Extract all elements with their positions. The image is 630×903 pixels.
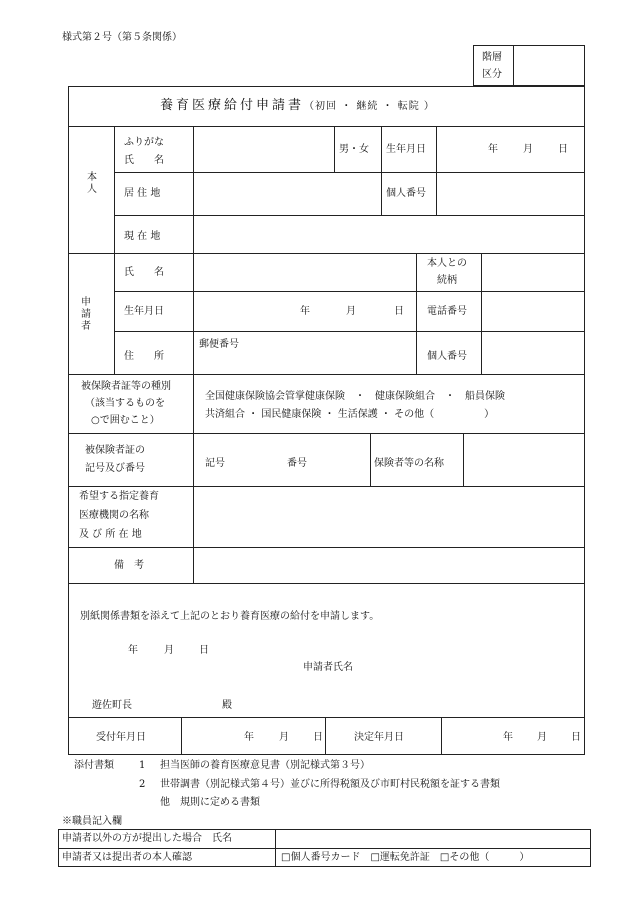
declaration-year: 年 xyxy=(128,645,138,656)
phone-field[interactable] xyxy=(483,293,583,329)
declaration-month: 月 xyxy=(164,645,174,656)
applicant-my-number-field[interactable] xyxy=(483,333,583,372)
staff-row-line xyxy=(58,848,591,849)
col-line xyxy=(370,433,371,486)
received-month: 月 xyxy=(279,732,289,743)
applicant-dob-year: 年 xyxy=(300,306,310,317)
col-line xyxy=(381,126,382,215)
relation-label-2: 続柄 xyxy=(437,275,457,286)
attachment-1-text: 担当医師の養育医療意見書（別記様式第３号） xyxy=(160,760,370,771)
person-dob-day: 日 xyxy=(558,144,568,155)
row-line xyxy=(114,331,585,332)
row-line xyxy=(68,583,585,584)
applicant-dob-month: 月 xyxy=(346,306,356,317)
col-line xyxy=(441,717,442,755)
applicant-name-field[interactable] xyxy=(195,255,414,289)
row-line xyxy=(68,486,585,487)
col-line xyxy=(325,717,326,755)
person-name-field[interactable] xyxy=(195,128,332,170)
declaration-text: 別紙関係書類を添えて上記のとおり養育医療の給付を申請します。 xyxy=(80,611,380,622)
staff-row-1-label: 申請者以外の方が提出した場合 氏名 xyxy=(62,833,232,844)
insurance-types-line-2[interactable]: 共済組合 ・ 国民健康保険 ・ 生活保護 ・ その他（ ） xyxy=(205,409,495,420)
insurer-field[interactable] xyxy=(465,435,583,484)
symbol-label: 記号 xyxy=(205,458,225,469)
attachment-2-no: 2 xyxy=(139,779,146,790)
row-line xyxy=(114,172,585,173)
col-line xyxy=(114,126,115,374)
declaration-day: 日 xyxy=(199,645,209,656)
person-my-number-field[interactable] xyxy=(438,174,583,213)
remarks-field[interactable] xyxy=(195,549,583,581)
current-address-label: 現 在 地 xyxy=(124,231,161,242)
institution-label-3: 及 び 所 在 地 xyxy=(79,529,142,540)
col-line xyxy=(193,126,194,583)
form-number: 様式第２号（第５条関係） xyxy=(62,32,182,43)
insurance-card-label-1: 被保険者証の xyxy=(85,445,145,456)
received-date-label: 受付年月日 xyxy=(96,732,146,743)
addressee: 遊佐町長 xyxy=(92,700,132,711)
insurance-type-label-1: 被保険者証等の種別 xyxy=(81,381,171,392)
col-line xyxy=(481,253,482,374)
row-line xyxy=(68,126,585,127)
col-line xyxy=(463,433,464,486)
furigana-label: ふりがな xyxy=(124,137,164,148)
row-line xyxy=(68,433,585,434)
symbol-field[interactable] xyxy=(228,450,284,478)
id-options[interactable]: □個人番号カード □運転免許証 □その他（ ） xyxy=(281,852,530,863)
phone-label: 電話番号 xyxy=(427,306,467,317)
insurance-types-line-1[interactable]: 全国健康保険協会管掌健康保険 ・ 健康保険組合 ・ 船員保険 xyxy=(205,391,505,402)
number-label: 番号 xyxy=(287,458,307,469)
staff-row-1-field[interactable] xyxy=(277,830,589,847)
col-line xyxy=(416,253,417,374)
honorific: 殿 xyxy=(222,700,232,711)
tier-label-2: 区分 xyxy=(482,69,502,80)
insurer-label: 保険者等の名称 xyxy=(374,458,444,469)
number-field[interactable] xyxy=(310,450,368,478)
applicant-dob-label: 生年月日 xyxy=(124,306,164,317)
decision-month: 月 xyxy=(537,732,547,743)
col-line xyxy=(334,126,335,172)
applicant-address-field[interactable] xyxy=(195,333,414,372)
applicant-name-label: 氏 名 xyxy=(124,267,164,278)
staff-label: ※職員記入欄 xyxy=(62,816,122,827)
staff-col-line xyxy=(275,829,276,867)
applicant-section-label: 申請者 xyxy=(81,297,91,332)
attachment-1-no: 1 xyxy=(139,760,146,771)
applicant-signature-label: 申請者氏名 xyxy=(303,662,353,673)
attachments-label: 添付書類 xyxy=(74,760,114,771)
form-title-main: 養育医療給付申請書 xyxy=(160,98,305,113)
staff-row-2-label: 申請者又は提出者の本人確認 xyxy=(62,852,192,863)
form-title xyxy=(160,97,435,116)
residence-label: 居 住 地 xyxy=(124,188,161,199)
received-year: 年 xyxy=(244,732,254,743)
current-address-field[interactable] xyxy=(195,217,583,251)
postal-label: 郵便番号 xyxy=(199,339,239,350)
row-line xyxy=(68,374,585,375)
attachment-3-text: 他 規則に定める書類 xyxy=(160,797,260,808)
row-line xyxy=(68,717,585,718)
institution-field[interactable] xyxy=(195,488,583,545)
col-line xyxy=(436,126,437,215)
row-line xyxy=(68,253,585,254)
decision-year: 年 xyxy=(503,732,513,743)
residence-field[interactable] xyxy=(195,174,379,213)
institution-label-2: 医療機関の名称 xyxy=(79,510,149,521)
tier-label-1: 階層 xyxy=(482,52,502,63)
sex-options[interactable]: 男・女 xyxy=(339,144,369,155)
person-name-label: 氏 名 xyxy=(124,155,164,166)
remarks-label: 備 考 xyxy=(114,560,144,571)
person-dob-label: 生年月日 xyxy=(386,144,426,155)
decision-date-label: 決定年月日 xyxy=(354,732,404,743)
relation-field[interactable] xyxy=(483,255,583,289)
insurance-type-label-2: （該当するものを xyxy=(85,398,165,409)
institution-label-1: 希望する指定養育 xyxy=(79,491,159,502)
applicant-dob-day: 日 xyxy=(394,306,404,317)
col-line xyxy=(181,717,182,755)
decision-day: 日 xyxy=(571,732,581,743)
insurance-type-label-3: ○で囲むこと） xyxy=(91,415,160,426)
applicant-signature-field[interactable] xyxy=(365,655,575,677)
applicant-address-label: 住 所 xyxy=(124,351,164,362)
row-line xyxy=(114,215,585,216)
relation-label-1: 本人との xyxy=(427,258,467,269)
form-title-sub: （初回 ・ 継続 ・ 転院 ） xyxy=(304,101,435,112)
tier-divider xyxy=(513,45,514,86)
person-dob-month: 月 xyxy=(523,144,533,155)
person-my-number-label: 個人番号 xyxy=(386,188,426,199)
row-line xyxy=(114,291,585,292)
tier-value-field[interactable] xyxy=(515,47,583,84)
row-line xyxy=(68,547,585,548)
applicant-my-number-label: 個人番号 xyxy=(427,351,467,362)
insurance-card-label-2: 記号及び番号 xyxy=(85,463,145,474)
received-day: 日 xyxy=(313,732,323,743)
person-section-label: 本人 xyxy=(87,172,97,195)
person-dob-year: 年 xyxy=(488,144,498,155)
attachment-2-text: 世帯調書（別記様式第４号）並びに所得税額及び市町村民税額を証する書類 xyxy=(160,779,500,790)
